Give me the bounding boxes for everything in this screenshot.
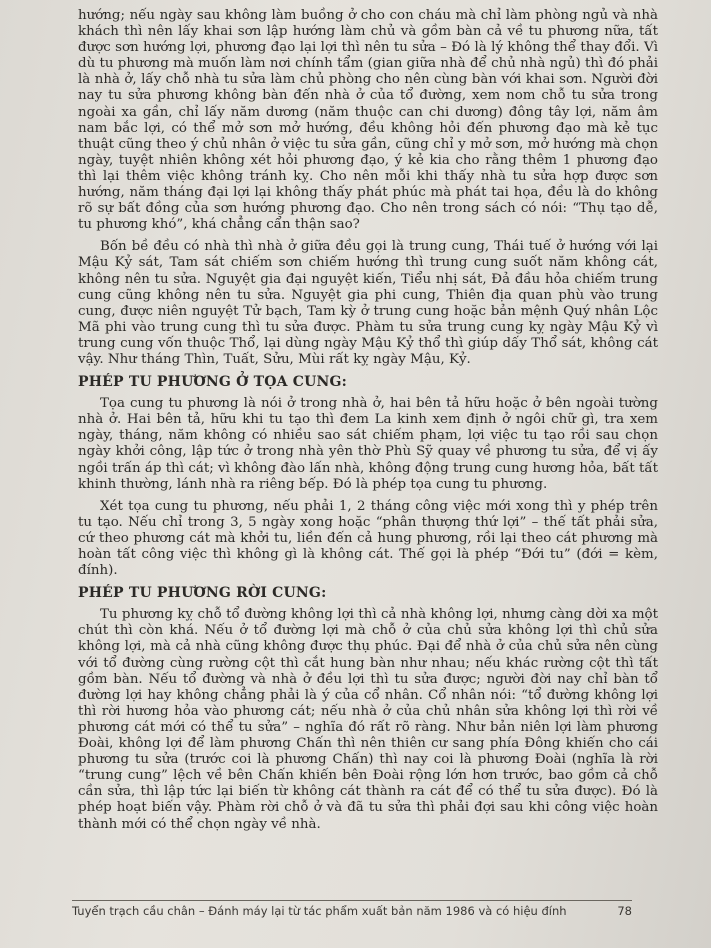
paragraph: Xét tọa cung tu phương, nếu phải 1, 2 tháng công việc mới xong thì y phép trên tu tạo. Nếu chỉ trong 3, 5 ngày xong hoặc “phân thượng thứ lợi” – thế tất phải sửa, cứ theo phương cát mà khởi tu, liền đến cả hung phương, rồi lại theo cát phương mà hoàn tất công việc thì không gì là không cát. Thế gọi là phép “Đới tu” (đới = kèm, đính).: [78, 498, 658, 579]
paragraph: Bốn bề đều có nhà thì nhà ở giữa đều gọi là trung cung, Thái tuế ở hướng với lại Mậu Kỷ sát, Tam sát chiếm sơn chiếm hướng thì trung cung suốt năm không cát, không nên tu sửa. Nguyệt gia đại nguyệt kiến, Tiểu nhị sát, Đả đầu hỏa chiếm trung cung cũng không nên tu sửa. Nguyệt gia phi cung, Thiên địa quan phù vào trung cung, được niên nguyệt Tử bạch, Tam kỳ ở trung cung hoặc bản mệnh Quý nhân Lộc Mã phi vào trung cung thì tu sửa được. Phàm tu sửa trung cung kỵ ngày Mậu Kỷ vì trung cung vốn thuộc Thổ, lại dùng ngày Mậu Kỷ thổ thì giúp dấy Thổ sát, không cát vậy. Như tháng Thìn, Tuất, Sửu, Mùi rất kỵ ngày Mậu, Kỷ.: [78, 239, 658, 367]
section-heading: PHÉP TU PHƯƠNG Ở TỌA CUNG:: [78, 374, 348, 391]
page-body: [78, 8, 658, 839]
paragraph: Tu phương kỵ chỗ tổ đường không lợi thì cả nhà không lợi, nhưng càng dời xa một chút thì còn khá. Nếu ở tổ đường lợi mà chỗ ở của chủ sửa không lợi thì chủ sửa không lợi, mà cả nhà cũng không được thụ phúc. Đại để nhà ở của chủ sửa nên cùng với tổ đường cùng rường cột thì cắt hung bàn như nhau; nếu khác rường cột thì tất gồm bàn. Nếu tổ đường và nhà ở đều lợi thì tu sửa được; người đời nay chỉ bàn tổ đường lợi hay không chẳng phải là ý của cổ nhân. Cổ nhân nói: “tổ đường không lợi thì rời hương hỏa vào phương cát; nếu nhà ở của chủ nhân sửa không lợi thì rời về phương cát mới có thể tu sửa” – nghĩa đó rất rõ ràng. Như bản niên lợi làm phương Đoài, không lợi để làm phương Chấn thì nên thiên cư sang phía Đông khiến cho cái phương tu sửa (trước coi là phương Chấn) thì nay coi là phương Đoài (nghĩa là rời “trung cung” lệch về bên Chấn khiến bên Đoài rộng lớn hơn trước, bao gồm cả chỗ cần sửa, thì lập tức lại biến từ không cát thành ra cát để có thể tu sửa được). Đó là phép hoạt biến vậy. Phàm rời chỗ ở và đã tu sửa thì phải đợi sau khi công việc hoàn thành mới có thể chọn ngày về nhà.: [78, 607, 658, 832]
paragraph: hướng; nếu ngày sau không làm buồng ở cho con cháu mà chỉ làm phòng ngủ và nhà khách thì nên lấy khai sơn lập hướng làm chủ và gồm bàn cả về tu phương nữa, tất được sơn hướng lợi, phương đạo lại lợi thì nên tu sửa – Đó là lý không thể thay đổi. Vì dù tu phương mà muốn làm nơi chính tẩm (gian giữa nhà để chủ nhà ngủ) thì đó phải là nhà ở, lấy chỗ nhà tu sửa làm chủ phòng cho nên cùng bàn với khai sơn. Người đời nay tu sửa phương không bàn đến nhà ở của tổ đường, xem nom chỗ tu sửa trong ngoài xa gần, chỉ lấy năm dương (năm thuộc can chi dương) đông tây lợi, năm âm nam bắc lợi, có thể mở sơn mở hướng, đều không hỏi đến phương đạo mà kẻ tục thuật cũng theo ý chủ nhân ở việc tu sửa gần, cũng chỉ y mở sơn, mở hướng mà chọn ngày, tuyệt nhiên không xét hỏi phương đạo, ý kẻ kia cho rằng thêm 1 phương đạo thì lại thêm việc không tránh kỵ. Cho nên mỗi khi thấy nhà tu sửa hợp được sơn hướng, năm tháng đại lợi lại không thấy phát phúc mà phát tai họa, đều là do không rõ sự bất đồng của sơn hướng phương đạo. Cho nên trong sách có nói: “Thụ tạo dễ, tu phương khó”, khá chẳng cẩn thận sao?: [78, 8, 658, 233]
footer-divider: [72, 900, 632, 901]
section-heading: PHÉP TU PHƯƠNG RỜI CUNG:: [78, 585, 327, 602]
paragraph: Tọa cung tu phương là nói ở trong nhà ở, hai bên tả hữu hoặc ở bên ngoài tường nhà ở. Hai bên tả, hữu khi tu tạo thì đem La kinh xem định ở ngôi chữ gì, tra xem ngày, tháng, năm không có nhiều sao sát chiếm phạm, lợi việc tu tạo rồi sau chọn ngày khởi công, lập tức ở trong nhà yên thờ Phù Sỹ quay về phương tu sửa, để vị ấy ngồi trấn áp thì cát; vì không đào lấn nhà, không động trung cung hương hỏa, bất tất khinh thường, lánh nhà ra riêng bếp. Đó là phép tọa cung tu phương.: [78, 396, 658, 492]
footer-title: Tuyển trạch cầu chân – Đánh máy lại từ tác phẩm xuất bản năm 1986 và có hiệu đính: [72, 904, 567, 918]
page-number: 78: [617, 904, 632, 918]
page-footer: [72, 904, 632, 918]
